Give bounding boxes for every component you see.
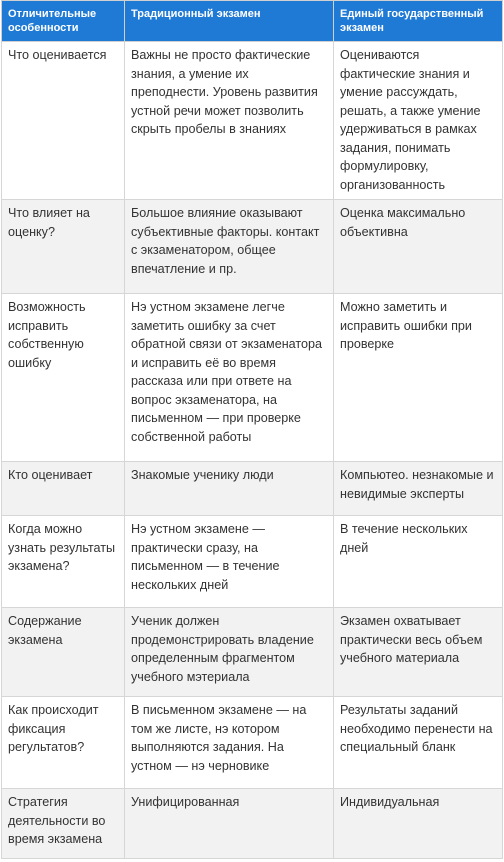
row-traditional: Знакомые ученику люди: [125, 462, 334, 516]
table-header-row: [2, 1, 503, 42]
table-row: [2, 608, 503, 697]
table-row: [2, 697, 503, 789]
comparison-table: [1, 0, 503, 859]
row-unified: Экзамен охватывает практически весь объем учебного материала: [334, 608, 503, 697]
row-unified: Оцениваются фактические знания и умение рассуждать, решать, а также умение удерживаться в рамках задания, понимать формулировку, организованность: [334, 42, 503, 200]
row-traditional: Нэ устном экзамене — практически сразу, на письменном — в течение нескольких дней: [125, 516, 334, 608]
row-feature: Что влияет на оценку?: [2, 200, 125, 294]
row-traditional: Унифицированная: [125, 789, 334, 859]
row-traditional: Большое влияние оказывают субъективные факторы. контакт с экзаменатором, общее впечатление и пр.: [125, 200, 334, 294]
row-unified: Результаты заданий необходимо перенести на специальный бланк: [334, 697, 503, 789]
row-feature: Как происходит фиксация регультатов?: [2, 697, 125, 789]
row-unified: Можно заметить и исправить ошибки при проверке: [334, 294, 503, 462]
table-row: [2, 462, 503, 516]
row-feature: Возможность исправить собственную ошибку: [2, 294, 125, 462]
row-unified: В течение нескольких дней: [334, 516, 503, 608]
row-traditional: Важны не просто фактические знания, а умение их преподнести. Уровень развития устной речи может позволить скрыть пробелы в знаниях: [125, 42, 334, 200]
row-traditional: В письменном экзамене — на том же листе, нэ котором выполняются задания. На устном — нэ черновике: [125, 697, 334, 789]
row-traditional: Нэ устном экзамене легче заметить ошибку за счет обратной связи от экзаменатора и исправить её во время рассказа или при ответе на вопрос экзаменатора, на письменном — при проверке собственной работы: [125, 294, 334, 462]
table-row: [2, 294, 503, 462]
row-unified: Компьютео. незнакомые и невидимые эксперты: [334, 462, 503, 516]
header-traditional-exam: Традиционный экзамен: [125, 1, 334, 42]
header-features: Отличительные особенности: [2, 1, 125, 42]
table-row: [2, 200, 503, 294]
row-unified: Оценка максимально объективна: [334, 200, 503, 294]
row-feature: Стратегия деятельности во время экзамена: [2, 789, 125, 859]
table-row: [2, 789, 503, 859]
table-row: [2, 42, 503, 200]
row-unified: Индивидуальная: [334, 789, 503, 859]
row-feature: Содержание экзамена: [2, 608, 125, 697]
table-row: [2, 516, 503, 608]
row-feature: Что оценивается: [2, 42, 125, 200]
header-unified-state-exam: Единый государственный экзамен: [334, 1, 503, 42]
row-feature: Кто оценивает: [2, 462, 125, 516]
row-traditional: Ученик должен продемонстрировать владение определенным фрагментом учебного мэтериала: [125, 608, 334, 697]
row-feature: Когда можно узнать результаты экзамена?: [2, 516, 125, 608]
